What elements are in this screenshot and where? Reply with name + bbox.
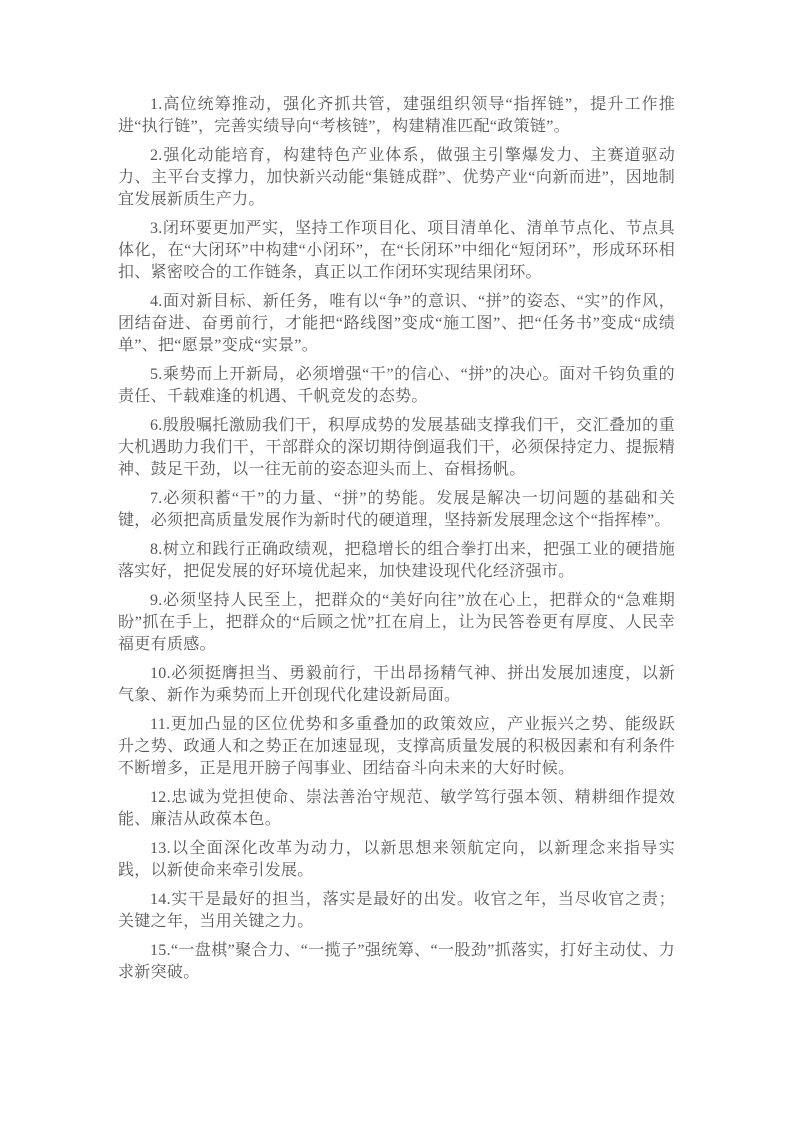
paragraph: 5.乘势而上开新局，必须增强“干”的信心、“拼”的决心。面对千钧负重的责任、千载难逢的机遇、千帆竞发的态势。 <box>118 366 675 405</box>
text-block <box>118 94 675 984</box>
paragraph: 1.高位统筹推动，强化齐抓共管，建强组织领导“指挥链”，提升工作推进“执行链”，完善实绩导向“考核链”，构建精准匹配“政策链”。 <box>118 96 675 135</box>
paragraph: 2.强化动能培育，构建特色产业体系，做强主引擎爆发力、主赛道驱动力、主平台支撑力，加快新兴动能“集链成群”、优势产业“向新而进”，因地制宜发展新质生产力。 <box>118 147 675 208</box>
paragraph: 14.实干是最好的担当，落实是最好的出发。收官之年，当尽收官之责；关键之年，当用关键之力。 <box>118 891 675 930</box>
paragraph: 3.闭环要更加严实，坚持工作项目化、项目清单化、清单节点化、节点具体化，在“大闭环”中构建“小闭环”，在“长闭环”中细化“短闭环”，形成环环相扣、紧密咬合的工作链条，真正以工作闭环实现结果闭环。 <box>118 220 675 281</box>
paragraph: 6.殷殷嘱托激励我们干，积厚成势的发展基础支撑我们干，交汇叠加的重大机遇助力我们干，干部群众的深切期待倒逼我们干，必须保持定力、提振精神、鼓足干劲，以一往无前的姿态迎头而上、奋楫扬帆。 <box>118 417 675 478</box>
paragraph: 12.忠诚为党担使命、崇法善治守规范、敏学笃行强本领、精耕细作提效能、廉洁从政葆本色。 <box>118 789 675 828</box>
paragraph: 4.面对新目标、新任务，唯有以“争”的意识、“拼”的姿态、“实”的作风，团结奋进、奋勇前行，才能把“路线图”变成“施工图”、把“任务书”变成“成绩单”、把“愿景”变成“实景”。 <box>118 293 675 354</box>
paragraph: 11.更加凸显的区位优势和多重叠加的政策效应，产业振兴之势、能级跃升之势、政通人和之势正在加速显现，支撑高质量发展的积极因素和有利条件不断增多，正是甩开膀子闯事业、团结奋斗向未来的大好时候。 <box>118 716 675 777</box>
paragraph: 15.“一盘棋”聚合力、“一揽子”强统筹、“一股劲”抓落实，打好主动仗、力求新突破。 <box>118 942 675 981</box>
paragraph: 13.以全面深化改革为动力，以新思想来领航定向，以新理念来指导实践，以新使命来牵引发展。 <box>118 840 675 879</box>
paragraph: 7.必须积蓄“干”的力量、“拼”的势能。发展是解决一切问题的基础和关键，必须把高质量发展作为新时代的硬道理，坚持新发展理念这个“指挥棒”。 <box>118 490 675 529</box>
paragraph: 8.树立和践行正确政绩观，把稳增长的组合拳打出来，把强工业的硬措施落实好，把促发展的好环境优起来，加快建设现代化经济强市。 <box>118 541 675 580</box>
paragraph: 9.必须坚持人民至上，把群众的“美好向往”放在心上，把群众的“急难期盼”抓在手上，把群众的“后顾之忧”扛在肩上，让为民答卷更有厚度、人民幸福更有质感。 <box>118 592 675 653</box>
paragraph: 10.必须挺膺担当、勇毅前行，干出昂扬精气神、拼出发展加速度，以新气象、新作为乘势而上开创现代化建设新局面。 <box>118 665 675 704</box>
